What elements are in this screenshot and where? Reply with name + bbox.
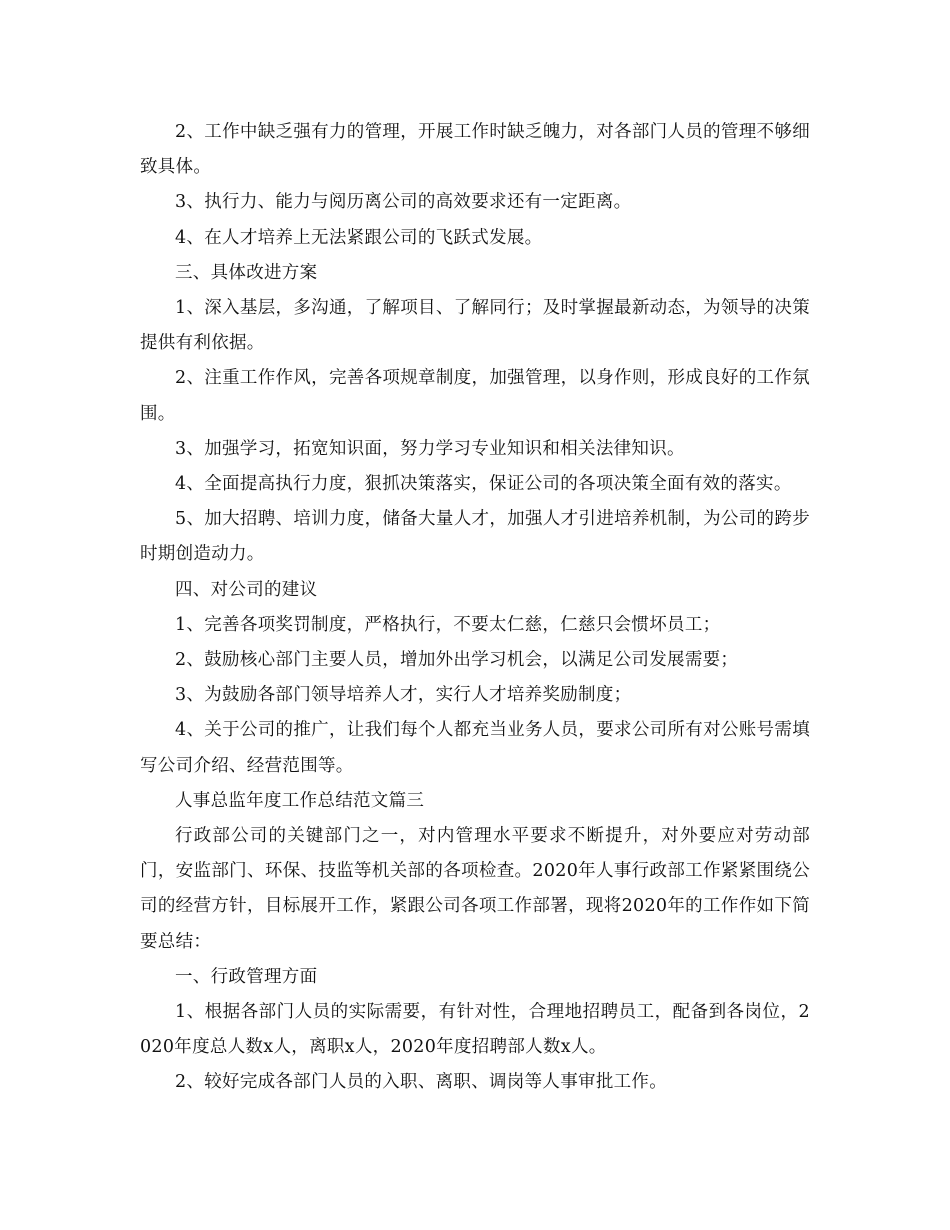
paragraph-introduction: 行政部公司的关键部门之一，对内管理水平要求不断提升，对外要应对劳动部门，安监部门、环保、技监等机关部的各项检查。2020年人事行政部工作紧紧围绕公司的经营方针，目标展开工作，紧跟公司各项工作部署，现将2020年的工作作如下简要总结： [140,826,810,952]
article-title-part-three: 人事总监年度工作总结范文篇三 [175,790,425,811]
paragraph-admin-2: 2、较好完成各部门人员的入职、离职、调岗等人事审批工作。 [175,1072,668,1093]
paragraph-improvement-4: 4、全面提高执行力度，狠抓决策落实，保证公司的各项决策全面有效的落实。 [175,474,792,495]
paragraph-suggestion-2: 2、鼓励核心部门主要人员，增加外出学习机会，以满足公司发展需要； [175,650,739,671]
section-heading-suggestions: 四、对公司的建议 [175,579,318,600]
paragraph-suggestion-4: 4、关于公司的推广，让我们每个人都充当业务人员，要求公司所有对公账号需填写公司介绍、经营范围等。 [140,720,810,776]
section-heading-admin-management: 一、行政管理方面 [175,966,318,987]
section-heading-improvement-plan: 三、具体改进方案 [175,262,318,283]
paragraph-shortcoming-2: 2、工作中缺乏强有力的管理，开展工作时缺乏魄力，对各部门人员的管理不够细致具体。 [140,122,810,178]
paragraph-admin-1: 1、根据各部门人员的实际需要，有针对性，合理地招聘员工，配备到各岗位，2020年度总人数x人，离职x人，2020年度招聘部人数x人。 [140,1002,810,1058]
paragraph-improvement-3: 3、加强学习，拓宽知识面，努力学习专业知识和相关法律知识。 [175,438,685,459]
paragraph-improvement-5: 5、加大招聘、培训力度，储备大量人才，加强人才引进培养机制，为公司的跨步时期创造动力。 [140,509,810,565]
paragraph-improvement-2: 2、注重工作作风，完善各项规章制度，加强管理，以身作则，形成良好的工作氛围。 [140,368,810,424]
paragraph-shortcoming-4: 4、在人才培养上无法紧跟公司的飞跃式发展。 [175,227,543,248]
paragraph-shortcoming-3: 3、执行力、能力与阅历离公司的高效要求还有一定距离。 [175,192,632,213]
paragraph-suggestion-3: 3、为鼓励各部门领导培养人才，实行人才培养奖励制度； [175,685,632,706]
document-body [140,115,810,1101]
paragraph-suggestion-1: 1、完善各项奖罚制度，严格执行，不要太仁慈，仁慈只会惯坏员工； [175,614,721,635]
paragraph-improvement-1: 1、深入基层，多沟通，了解项目、了解同行；及时掌握最新动态，为领导的决策提供有利依据。 [140,298,810,354]
